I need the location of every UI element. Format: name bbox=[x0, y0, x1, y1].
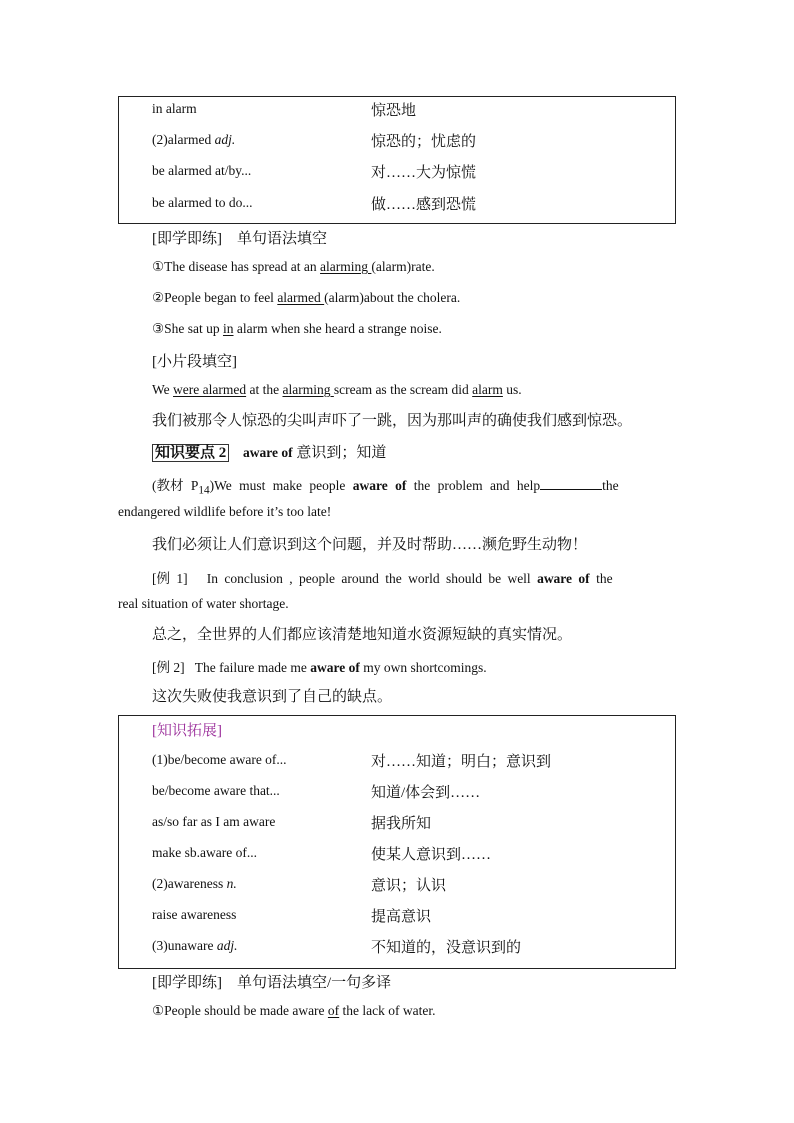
box2-row-6-cn: 提高意识 bbox=[371, 909, 432, 925]
fill-passage-translation: 我们被那令人惊恐的尖叫声吓了一跳，因为那叫声的确使我们感到惊恐。 bbox=[152, 413, 633, 429]
box2-row-2-en: be/become aware that... bbox=[152, 783, 280, 798]
box1-row-1-en: in alarm bbox=[152, 101, 197, 116]
box2-row-7-cn: 不知道的，没意识到的 bbox=[371, 940, 522, 956]
practice1-item-2: ②People began to feel alarmed (alarm)about the cholera. bbox=[152, 290, 461, 305]
box1-row-4-cn: 做……感到恐慌 bbox=[371, 197, 477, 213]
practice1-item-3: ③She sat up in alarm when she heard a strange noise. bbox=[152, 321, 442, 336]
practice1-item-1: ①The disease has spread at an alarming (alarm)rate. bbox=[152, 259, 435, 274]
box2-row-3-cn: 据我所知 bbox=[371, 816, 432, 832]
knowledge-point-2-heading bbox=[152, 441, 386, 462]
practice1-heading: [即学即练] 单句语法填空 bbox=[152, 231, 327, 247]
box2-row-5-cn: 意识；认识 bbox=[371, 878, 447, 894]
fill-passage-heading: [小片段填空] bbox=[152, 354, 237, 370]
box2-row-2-cn: 知道/体会到…… bbox=[371, 785, 481, 801]
box1-row-4-en: be alarmed to do... bbox=[152, 195, 253, 210]
example-1-line-2: real situation of water shortage. bbox=[118, 596, 289, 611]
box1-row-1-cn: 惊恐地 bbox=[371, 103, 417, 119]
box2-row-3-en: as/so far as I am aware bbox=[152, 814, 276, 829]
example-1-translation: 总之，全世界的人们都应该清楚地知道水资源短缺的真实情况。 bbox=[152, 627, 573, 643]
key-phrase: aware of bbox=[243, 445, 293, 460]
practice2-heading: [即学即练] 单句语法填空/一句多译 bbox=[152, 975, 392, 991]
box2-row-7-en: (3)unaware adj. bbox=[152, 938, 238, 953]
key-phrase-meaning: 意识到；知道 bbox=[296, 445, 387, 461]
knowledge-point-label: 知识要点 2 bbox=[152, 444, 229, 462]
box2-row-6-en: raise awareness bbox=[152, 907, 237, 922]
box1-row-2-en: (2)alarmed adj. bbox=[152, 132, 236, 147]
box2-row-4-en: make sb.aware of... bbox=[152, 845, 257, 860]
example-2-line: [例 2] The failure made me aware of my own shortcomings. bbox=[152, 660, 487, 675]
textbook-sentence-line-1: (教材 $P_{14})We$ must make people aware of the problem and help the bbox=[152, 478, 619, 497]
knowledge-expansion-heading: [知识拓展] bbox=[152, 723, 222, 739]
textbook-sentence-line-2: endangered wildlife before it’s too late! bbox=[118, 504, 332, 519]
box2-row-1-cn: 对……知道；明白；意识到 bbox=[371, 754, 552, 770]
answer-blank bbox=[540, 477, 602, 490]
box1-row-3-cn: 对……大为惊慌 bbox=[371, 165, 477, 181]
box1-row-2-cn: 惊恐的；忧虑的 bbox=[371, 134, 477, 150]
example-2-translation: 这次失败使我意识到了自己的缺点。 bbox=[152, 689, 393, 705]
box2-row-5-en: (2)awareness n. bbox=[152, 876, 237, 891]
fill-passage-text: We were alarmed at the alarming scream as the scream did alarm us. bbox=[152, 382, 522, 397]
practice2-item-1: ①People should be made aware of the lack of water. bbox=[152, 1003, 436, 1018]
example-1-line-1: [例 1] In conclusion , people around the world should be well aware of the bbox=[152, 571, 613, 586]
box1-row-3-en: be alarmed at/by... bbox=[152, 163, 252, 178]
box2-row-1-en: (1)be/become aware of... bbox=[152, 752, 287, 767]
textbook-translation: 我们必须让人们意识到这个问题，并及时帮助……濒危野生动物！ bbox=[152, 537, 588, 553]
box2-row-4-cn: 使某人意识到…… bbox=[371, 847, 492, 863]
